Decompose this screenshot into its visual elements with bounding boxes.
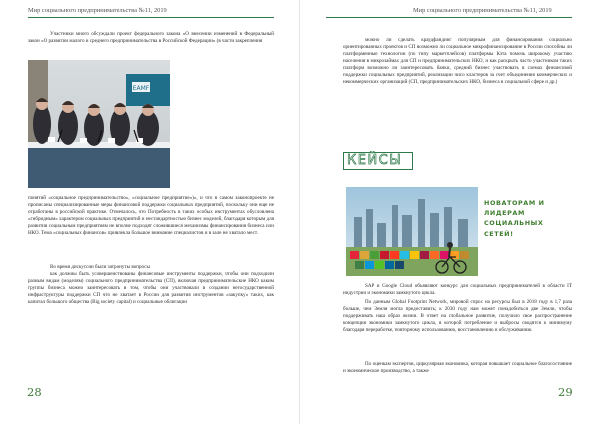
conference-photo [28, 60, 170, 188]
running-header-left: Мир социального предпринимательства №11, 2019 [28, 7, 167, 14]
cases-label: КЕЙСЫ [343, 152, 413, 170]
header-rule-right [326, 17, 572, 18]
discussion-topics-list: можно ли сделать краудфандинг популярным для финансирования социально ориентированных проектов и СП возможно ли социальное микрофинансирование в России способны ли платформенные технологии (по типу маркетплейсов) платформы Кэта помочь широкому участию населения в микрозаймах для СП и предпринимательских НКО, и как раскрыть часто участником таких платформ возможно ли заинтересовать банки, средний бизнес участвовать в схемах финансовой поддержки социальных предприятий, реализации чисо кластеров за счет объединения коммерческих и некоммерческих организаций (СП, предпринимательских НКО, бизнеса в социальной сфере и др.) [343, 37, 572, 86]
contest-announcement: SAP и Google Cloud объявляют конкурс для социальных предпринимателей в области IT индустрии и экономики замкнутого цикла. [343, 283, 572, 297]
questions-list: как должны быть усовершенствованы финансовые инструменты поддержки, чтобы они подходили разным видам (моделям) социального предпринимательства (СП), включая предпринимательские НКО каким группы бизнеса можно заинтересовать в том, чтобы они участвовали в создании негосударственной инфраструктуры поддержки СП что не хватает в России для развития инструментов «закупку» таких, как капитал большого общества (Big society capital) и социальные облигации [28, 271, 274, 306]
questions-heading: Во время дискуссии были затронуты вопросы [50, 264, 150, 270]
body-paragraph-1: понятий «социальное предпринимательство», «социальное предприятие»)», и что в самом законопроекте не прописаны специализированные меры финансовой поддержки социальных предприятий, поскольку они еще не отработаны в российской практике. Отмечалось, что Потребность в таких особых инструментах обусловлена «гибридным» характером социальных предприятий и нестандартностью бизнес моделей, благодаря которым для развития социальным предприятиям не вполне подходят сложившиеся механизмы финансирования бизнеса или НКО. Тема «социальных финансов» привлекла большое внимание специалистов и в зале не хватало мест. [28, 195, 274, 237]
page-number-right: 29 [558, 385, 573, 399]
circular-economy-paragraph: По данным Global Footprint Network, мировой спрос на ресурсы был в 2018 году в 1,7 раза больше, чем Земля могла предоставить; к 2030 году нам может понадобиться две Земли, чтобы поддерживать наш образ жизни. В ответ на глобальное развитие, получило свое распространение концепция экономики замкнутого цикла, в которой потребление и выбросы сводятся к минимуму благодаря переработке, повторному использованию, восстановлению и обслуживанию. [343, 299, 572, 334]
running-header-right: Мир социального предпринимательства №11, 2019 [413, 7, 552, 14]
page-number-left: 28 [27, 385, 42, 399]
svg-text:EAMF: EAMF [132, 85, 150, 92]
intro-paragraph: Участники много обсуждали проект федерального закона «О внесении изменений в Федеральный закон «О развитии малого и среднего предпринимательства в Российской Федерации» (в части закрепления [28, 31, 274, 45]
sustainable-city-photo [346, 187, 478, 276]
header-rule-left [28, 17, 274, 18]
conference-photo-image [28, 60, 170, 188]
experts-paragraph: По оценкам экспертов, циркулярная экономика, которая повышает социальное благосостояние и экономическое производство, а также [343, 361, 572, 375]
feature-title: НОВАТОРАМ И ЛИДЕРАМ СОЦИАЛЬНЫХ СЕТЕЙ! [484, 199, 545, 238]
sustainable-city-image [346, 187, 478, 276]
